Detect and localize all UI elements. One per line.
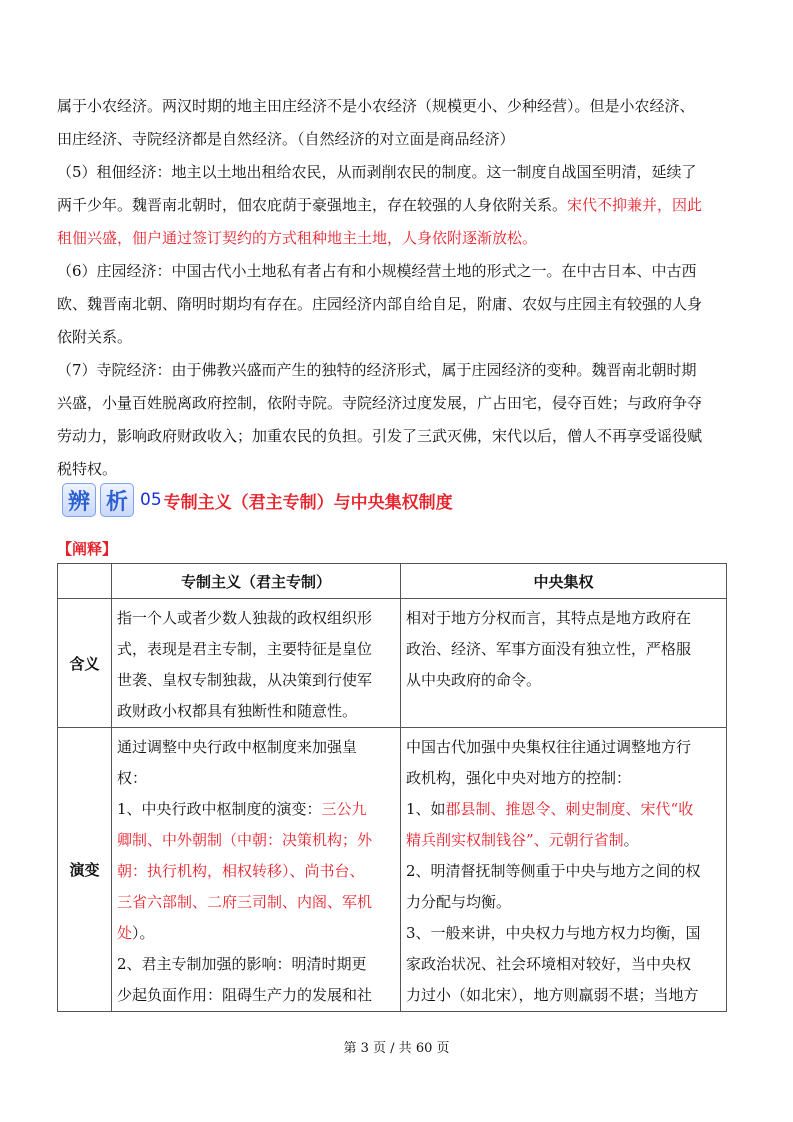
cell-autocracy	[112, 599, 401, 728]
text-segment: 政治、经济、军事方面没有独立性，严格服	[406, 640, 692, 658]
text-line	[57, 222, 747, 255]
text-line	[406, 825, 721, 856]
text-line	[117, 856, 395, 887]
highlighted-text: 宋代不抑兼并，因此	[567, 196, 703, 214]
text-line	[57, 156, 747, 189]
text-line	[57, 123, 747, 156]
text-segment: 田庄经济、寺院经济都是自然经济。（自然经济的对立面是商品经济）	[57, 130, 515, 148]
section-heading	[62, 482, 453, 518]
highlighted-text: 精兵削实权制钱谷”、元朝行省制	[406, 831, 624, 849]
text-line	[406, 856, 721, 887]
text-segment: 3、一般来讲，中央权力与地方权力均衡，国	[406, 924, 701, 942]
text-segment: 劳动力，影响政府财政收入；加重农民的负担。引发了三武灭佛，宋代以后，僧人不再享受谣役赋	[57, 427, 703, 445]
text-segment: 通过调整中央行政中枢制度来加强皇	[117, 738, 358, 756]
cell-centralization	[401, 728, 727, 1012]
text-line	[117, 825, 395, 856]
text-segment: 1、如	[406, 800, 446, 818]
text-segment: 少起负面作用：阻碍生产力的发展和社	[117, 986, 373, 1004]
text-line	[406, 763, 721, 794]
text-segment: （6）庄园经济：中国古代小土地私有者占有和小规模经营土地的形式之一。在中古日本、中古西	[57, 262, 697, 280]
text-line	[406, 603, 721, 634]
text-line	[117, 634, 395, 665]
text-segment: 政财政小权都具有独断性和随意性。	[117, 702, 358, 720]
highlighted-text: 三省六部制、二府三司制、内阁、军机	[117, 893, 373, 911]
section-number: 05	[140, 490, 162, 510]
text-line	[406, 732, 721, 763]
text-line	[117, 887, 395, 918]
highlighted-text: 卿制、中外朝制（中朝：决策机构；外	[117, 831, 373, 849]
text-segment: 世袭、皇权专制独裁，从决策到行使军	[117, 671, 373, 689]
text-segment: 权：	[117, 769, 148, 787]
text-line	[117, 732, 395, 763]
text-line	[57, 288, 747, 321]
text-segment: （7）寺院经济：由于佛教兴盛而产生的独特的经济形式，属于庄园经济的变种。魏晋南北朝时期	[57, 361, 697, 379]
text-segment: 2、明清督抚制等侧重于中央与地方之间的权	[406, 862, 701, 880]
text-line	[406, 794, 721, 825]
text-line	[117, 980, 395, 1011]
text-segment: 中国古代加强中央集权往往通过调整地方行	[406, 738, 692, 756]
text-line	[57, 321, 747, 354]
header-autocracy: 专制主义（君主专制）	[112, 564, 401, 599]
text-segment: 力过小（如北宋），地方则羸弱不堪；当地方	[406, 986, 699, 1004]
text-segment: 属于小农经济。两汉时期的地主田庄经济不是小农经济（规模更小、少种经营）。但是小农经济、	[57, 97, 695, 115]
highlighted-text: 处	[117, 924, 133, 942]
body-text	[57, 90, 747, 486]
row-label: 含义	[58, 599, 112, 728]
comparison-table	[57, 563, 727, 1012]
text-segment: 税特权。	[57, 460, 118, 478]
header-centralization: 中央集权	[401, 564, 727, 599]
text-line	[117, 794, 395, 825]
text-line	[117, 603, 395, 634]
text-line	[117, 696, 395, 727]
row-label: 演变	[58, 728, 112, 1012]
text-segment: 政机构，强化中央对地方的控制：	[406, 769, 632, 787]
text-line	[406, 634, 721, 665]
badge-xi: 析	[100, 483, 134, 517]
text-segment: （5）租佃经济：地主以土地出租给农民，从而剥削农民的制度。这一制度自战国至明清，延续了	[57, 163, 697, 181]
table-header-row	[58, 564, 727, 599]
text-line	[57, 387, 747, 420]
explain-label: 【阐释】	[57, 540, 118, 558]
text-line	[406, 918, 721, 949]
header-empty	[58, 564, 112, 599]
badge-bian: 辨	[62, 483, 96, 517]
text-line	[117, 763, 395, 794]
text-line	[117, 665, 395, 696]
section-title: 专制主义（君主专制）与中央集权制度	[163, 492, 453, 513]
cell-centralization	[401, 599, 727, 728]
text-segment: 2、君主专制加强的影响：明清时期更	[117, 955, 367, 973]
text-segment: 力分配与均衡。	[406, 893, 512, 911]
text-line	[406, 949, 721, 980]
highlighted-text: 三公九	[321, 800, 367, 818]
text-line	[406, 887, 721, 918]
text-segment: 从中央政府的命令。	[406, 671, 542, 689]
text-segment: 相对于地方分权而言，其特点是地方政府在	[406, 609, 692, 627]
text-segment: 1、中央行政中枢制度的演变：	[117, 800, 322, 818]
text-segment: 依附关系。	[57, 328, 133, 346]
text-line	[117, 949, 395, 980]
text-line	[57, 354, 747, 387]
text-line	[57, 90, 747, 123]
table-row	[58, 728, 727, 1012]
text-line	[406, 665, 721, 696]
table-row	[58, 599, 727, 728]
text-segment: ）。	[132, 924, 155, 942]
highlighted-text: 朝：执行机构，相权转移）、尚书台、	[117, 862, 365, 880]
highlighted-text: 租佃兴盛，佃户通过签订契约的方式租种地主土地，人身依附逐渐放松。	[57, 229, 538, 247]
text-segment: 。	[623, 831, 639, 849]
text-line	[57, 420, 747, 453]
page-footer: 第 3 页 / 共 60 页	[343, 1041, 450, 1056]
text-segment: 家政治状况、社会环境相对较好，当中央权	[406, 955, 692, 973]
text-segment: 兴盛，小量百姓脱离政府控制，依附寺院。寺院经济过度发展，广占田宅，侵夺百姓；与政府争夺	[57, 394, 703, 412]
text-line	[406, 980, 721, 1011]
text-line	[57, 189, 747, 222]
text-segment: 两千少年。魏晋南北朝时，佃农庇荫于豪强地主，存在较强的人身依附关系。	[57, 196, 568, 214]
text-line	[57, 255, 747, 288]
text-line	[117, 918, 395, 949]
highlighted-text: 郡县制、推恩令、刺史制度、宋代“收	[445, 800, 694, 818]
text-segment: 欧、魏晋南北朝、隋明时期均有存在。庄园经济内部自给自足，附庸、农奴与庄园主有较强的人身	[57, 295, 703, 313]
text-segment: 指一个人或者少数人独裁的政权组织形	[117, 609, 373, 627]
cell-autocracy	[112, 728, 401, 1012]
text-segment: 式，表现是君主专制，主要特征是皇位	[117, 640, 373, 658]
